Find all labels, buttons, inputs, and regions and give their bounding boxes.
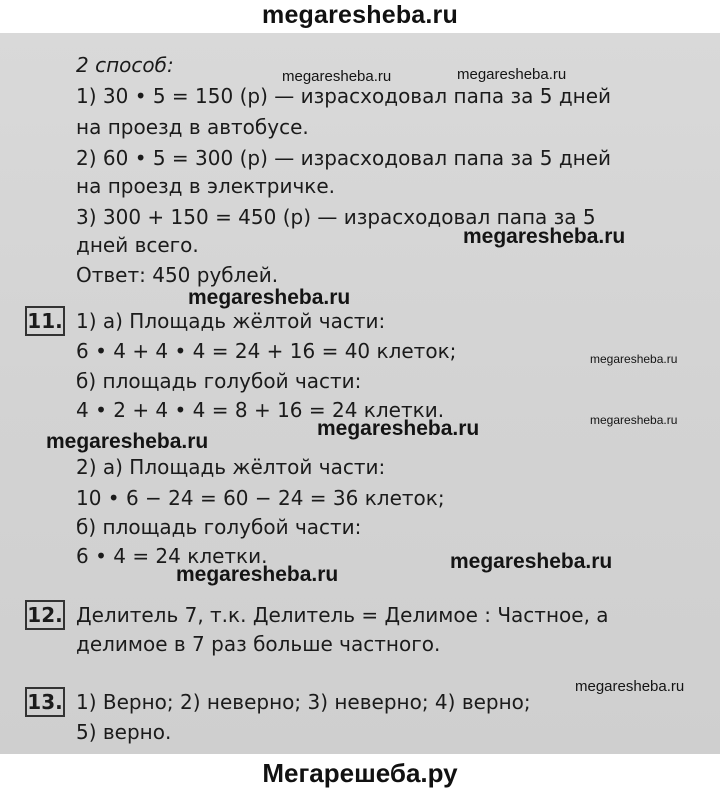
watermark: megaresheba.ru <box>463 225 626 248</box>
watermark: megaresheba.ru <box>575 678 685 695</box>
method-title: 2 способ: <box>76 53 174 77</box>
solution-line: 6 • 4 = 24 клетки. <box>76 544 268 568</box>
watermark: megaresheba.ru <box>590 352 678 366</box>
solution-line: 10 • 6 − 24 = 60 − 24 = 36 клеток; <box>76 486 445 510</box>
site-header <box>0 0 720 30</box>
solution-line: на проезд в автобусе. <box>76 115 309 139</box>
watermark: megaresheba.ru <box>590 413 678 427</box>
solution-line: 1) 30 • 5 = 150 (р) — израсходовал папа за 5 дней <box>76 84 612 108</box>
task-number-12: 12. <box>25 600 65 630</box>
solution-line: делимое в 7 раз больше частного. <box>76 632 441 656</box>
site-footer <box>0 754 720 792</box>
site-name: megaresheba.ru <box>262 1 458 29</box>
solution-line: 3) 300 + 150 = 450 (р) — израсходовал папа за 5 <box>76 205 596 229</box>
solution-line: 5) верно. <box>76 720 172 744</box>
solution-line: 1) а) Площадь жёлтой части: <box>76 309 386 333</box>
watermark: megaresheba.ru <box>188 286 351 309</box>
watermark: megaresheba.ru <box>282 68 392 85</box>
watermark: megaresheba.ru <box>176 563 339 586</box>
solution-line: 6 • 4 + 4 • 4 = 24 + 16 = 40 клеток; <box>76 339 457 363</box>
solution-line: 1) Верно; 2) неверно; 3) неверно; 4) верно; <box>76 690 531 714</box>
solution-line: дней всего. <box>76 233 199 257</box>
task-number-13: 13. <box>25 687 65 717</box>
watermark: megaresheba.ru <box>457 66 567 83</box>
watermark: megaresheba.ru <box>450 550 613 573</box>
solution-line: 2) 60 • 5 = 300 (р) — израсходовал папа за 5 дней <box>76 146 612 170</box>
task-number-11: 11. <box>25 306 65 336</box>
solution-line: 4 • 2 + 4 • 4 = 8 + 16 = 24 клетки. <box>76 398 445 422</box>
answer-line: Ответ: 450 рублей. <box>76 263 279 287</box>
solution-line: 2) а) Площадь жёлтой части: <box>76 455 386 479</box>
solution-line: б) площадь голубой части: <box>76 369 362 393</box>
watermark: megaresheba.ru <box>46 430 209 453</box>
watermark: megaresheba.ru <box>317 417 480 440</box>
solution-line: на проезд в электричке. <box>76 174 336 198</box>
textbook-page <box>0 33 720 754</box>
solution-line: Делитель 7, т.к. Делитель = Делимое : Частное, а <box>76 603 609 627</box>
site-name-cyrillic: Мегарешеба.ру <box>262 758 458 788</box>
solution-line: б) площадь голубой части: <box>76 515 362 539</box>
